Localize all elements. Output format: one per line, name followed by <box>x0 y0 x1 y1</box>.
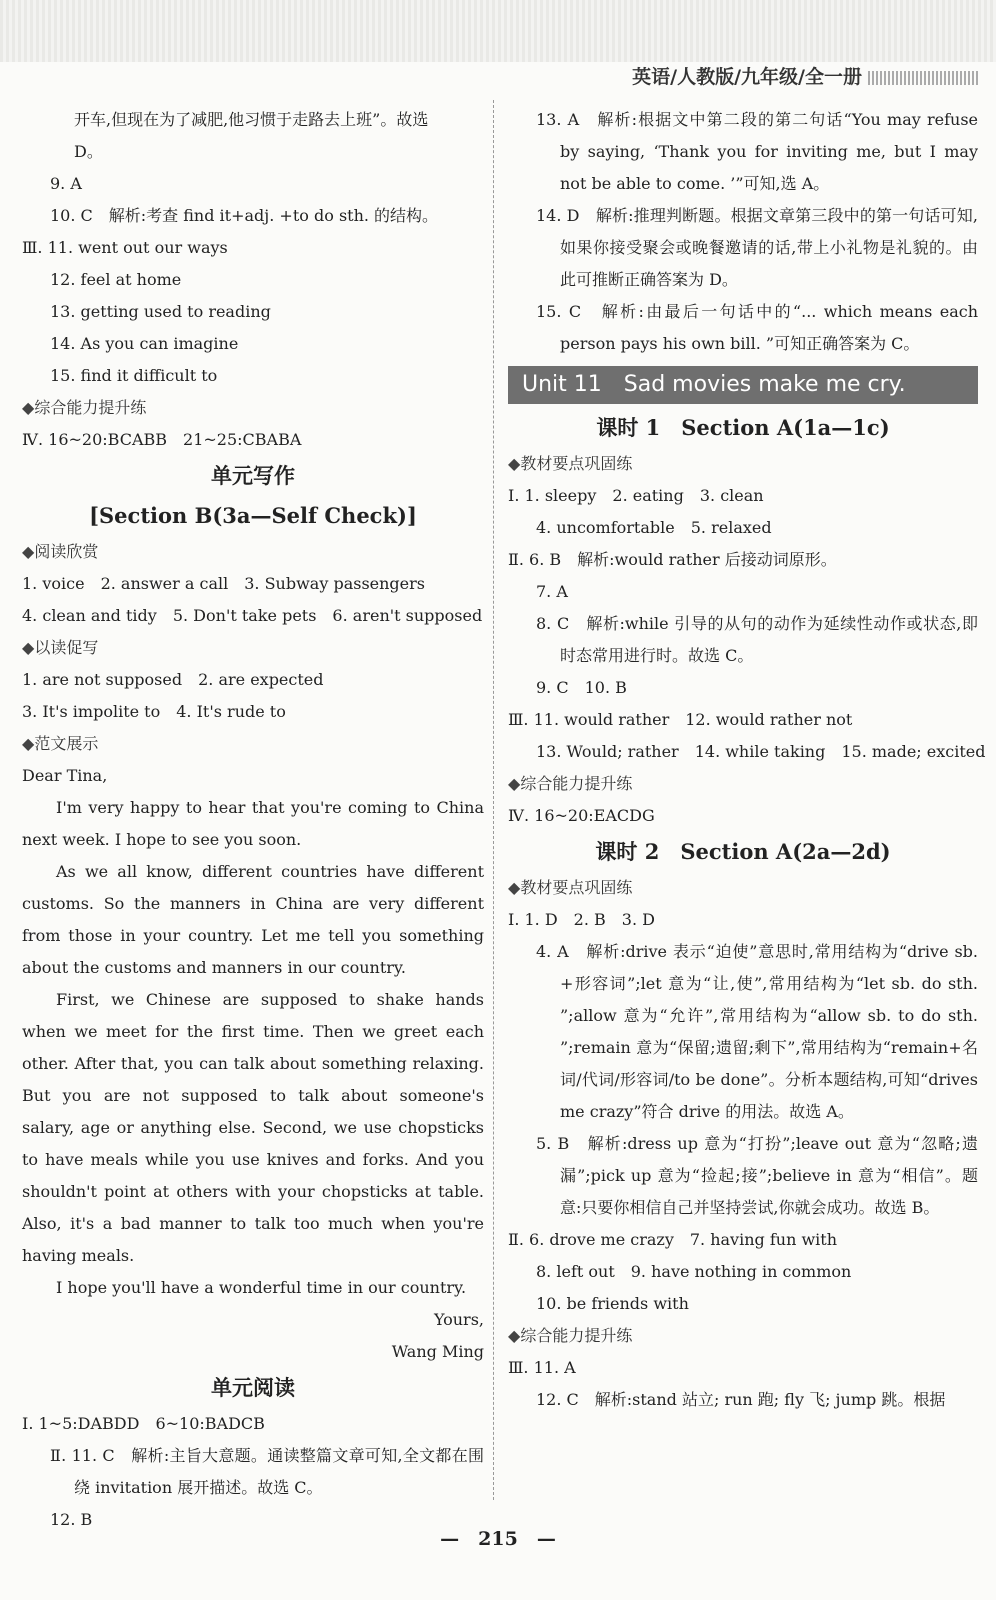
answer-line: 8. C 解析:while 引导的从句的动作为延续性动作或状态,即时态常用进行时。故选 C。 <box>536 614 978 665</box>
answer-line: Ⅲ. 11. went out our ways <box>22 238 228 257</box>
answer-line: Ⅲ. 11. would rather 12. would rather not <box>508 710 853 729</box>
lesson-title: 课时 2 Section A(2a—2d) <box>595 839 891 864</box>
top-band <box>0 0 996 62</box>
diamond-icon: ◆ <box>22 734 35 753</box>
answer-line: 15. C 解析:由最后一句话中的“... which means each person pays his own bill. ”可知正确答案为 C。 <box>536 302 978 353</box>
answer-line: 12. C 解析:stand 站立; run 跑; fly 飞; jump 跳。根据 <box>536 1390 946 1409</box>
diamond-icon: ◆ <box>22 398 35 417</box>
answer-line: 4. uncomfortable 5. relaxed <box>536 518 772 537</box>
letter-closing: Yours, <box>433 1310 484 1329</box>
text-line: 开车,但现在为了减肥,他习惯于走路去上班”。故选 <box>74 110 429 129</box>
unit-reading-title: 单元阅读 <box>211 1375 295 1400</box>
answer-line: Ⅰ. 1~5:DABDD 6~10:BADCB <box>22 1414 265 1433</box>
lesson-title: 课时 1 Section A(1a—1c) <box>596 415 890 440</box>
letter-greeting: Dear Tina, <box>22 766 108 785</box>
answer-line: Ⅱ. 11. C 解析:主旨大意题。通读整篇文章可知,全文都在围绕 invitation 展开描述。故选 C。 <box>50 1446 484 1497</box>
answer-line: 4. A 解析:drive 表示“迫使”意思时,常用结构为“drive sb. +形容词”;let 意为“让,使”,常用结构为“let sb. do sth. ”;allow 意为“允许”,常用结构为“allow sb. to do sth. ”;remain 意为“保留;遗留;剩下”,常用结构为“remain+名词/代词/形容词/to be done”。分析本题结构,可知“drives me crazy”符合 drive 的用法。故选 A。 <box>536 942 978 1121</box>
right-column <box>508 104 986 1416</box>
section-heading: ◆综合能力提升练 <box>508 774 633 793</box>
letter-paragraph: I'm very happy to hear that you're coming to China next week. I hope to see you soon. <box>22 798 484 849</box>
section-b-title: [Section B(3a—Self Check)] <box>89 503 417 528</box>
answer-line: 9. C 10. B <box>536 678 627 697</box>
text-line: D。 <box>74 142 103 161</box>
diamond-icon: ◆ <box>508 1326 521 1345</box>
answer-line: Ⅰ. 1. D 2. B 3. D <box>508 910 655 929</box>
answer-line: 5. B 解析:dress up 意为“打扮”;leave out 意为“忽略;遗漏”;pick up 意为“捡起;接”;believe in 意为“相信”。题意:只要你相信自己并坚持尝试,你就会成功。故选 B。 <box>536 1134 978 1217</box>
diamond-icon: ◆ <box>22 638 35 657</box>
letter-paragraph: I hope you'll have a wonderful time in our country. <box>56 1278 467 1297</box>
answer-line: 13. Would; rather 14. while taking 15. made; excited <box>536 742 986 761</box>
answer-line: Ⅳ. 16~20:EACDG <box>508 806 655 825</box>
section-heading: ◆阅读欣赏 <box>22 542 99 561</box>
diamond-icon: ◆ <box>508 878 521 897</box>
section-heading: ◆教材要点巩固练 <box>508 878 633 897</box>
answer-line: 10. be friends with <box>536 1294 689 1313</box>
answer-line: Ⅲ. 11. A <box>508 1358 576 1377</box>
diamond-icon: ◆ <box>22 542 35 561</box>
answer-line: 1. voice 2. answer a call 3. Subway passengers <box>22 574 426 593</box>
answer-line: 8. left out 9. have nothing in common <box>536 1262 852 1281</box>
diamond-icon: ◆ <box>508 454 521 473</box>
answer-line: 3. It's impolite to 4. It's rude to <box>22 702 286 721</box>
answer-line: 15. find it difficult to <box>50 366 218 385</box>
page-number: — 215 — <box>440 1528 556 1550</box>
answer-line: Ⅱ. 6. B 解析:would rather 后接动词原形。 <box>508 550 837 569</box>
section-heading: ◆以读促写 <box>22 638 99 657</box>
section-heading: ◆教材要点巩固练 <box>508 454 633 473</box>
running-header <box>632 62 978 89</box>
answer-line: 9. A <box>50 174 82 193</box>
answer-line: Ⅱ. 6. drove me crazy 7. having fun with <box>508 1230 838 1249</box>
section-heading: ◆综合能力提升练 <box>508 1326 633 1345</box>
section-heading: ◆范文展示 <box>22 734 99 753</box>
letter-signature: Wang Ming <box>391 1342 484 1361</box>
section-heading: ◆综合能力提升练 <box>22 398 147 417</box>
answer-line: 7. A <box>536 582 568 601</box>
unit-title-bar: Unit 11 Sad movies make me cry. <box>508 366 978 404</box>
answer-line: 12. B <box>50 1510 93 1529</box>
answer-line: 4. clean and tidy 5. Don't take pets 6. aren't supposed <box>22 606 483 625</box>
diamond-icon: ◆ <box>508 774 521 793</box>
answer-line: 13. getting used to reading <box>50 302 271 321</box>
answer-line: 14. D 解析:推理判断题。根据文章第三段中的第一句话可知,如果你接受聚会或晚餐邀请的话,带上小礼物是礼貌的。由此可推断正确答案为 D。 <box>536 206 978 289</box>
header-text: 英语/人教版/九年级/全一册 <box>632 66 862 88</box>
answer-line: 10. C 解析:考查 find it+adj. +to do sth. 的结构。 <box>50 206 439 225</box>
letter-paragraph: As we all know, different countries have different customs. So the manners in China are very different from those in your country. Let me tell you something about the customs and manners in our country. <box>22 862 484 977</box>
answer-line: 1. are not supposed 2. are expected <box>22 670 324 689</box>
answer-line: 12. feel at home <box>50 270 182 289</box>
left-column <box>22 104 484 1536</box>
letter-paragraph: First, we Chinese are supposed to shake hands when we meet for the first time. Then we greet each other. After that, you can talk about something relaxing. But you are not supposed to talk about someone's salary, age or anything else. Second, we use chopsticks to have meals while you use knives and forks. And you shouldn't point at others with your chopsticks at table. Also, it's a bad manner to talk too much when you're having meals. <box>22 990 484 1265</box>
column-divider <box>493 100 494 1500</box>
answer-line: Ⅳ. 16~20:BCABB 21~25:CBABA <box>22 430 302 449</box>
header-dots <box>868 71 978 85</box>
answer-line: 13. A 解析:根据文中第二段的第二句话“You may refuse by saying, ‘Thank you for inviting me, but I may not be able to come. ’”可知,选 A。 <box>536 110 978 193</box>
unit-writing-title: 单元写作 <box>211 463 295 488</box>
answer-line: Ⅰ. 1. sleepy 2. eating 3. clean <box>508 486 764 505</box>
answer-line: 14. As you can imagine <box>50 334 239 353</box>
